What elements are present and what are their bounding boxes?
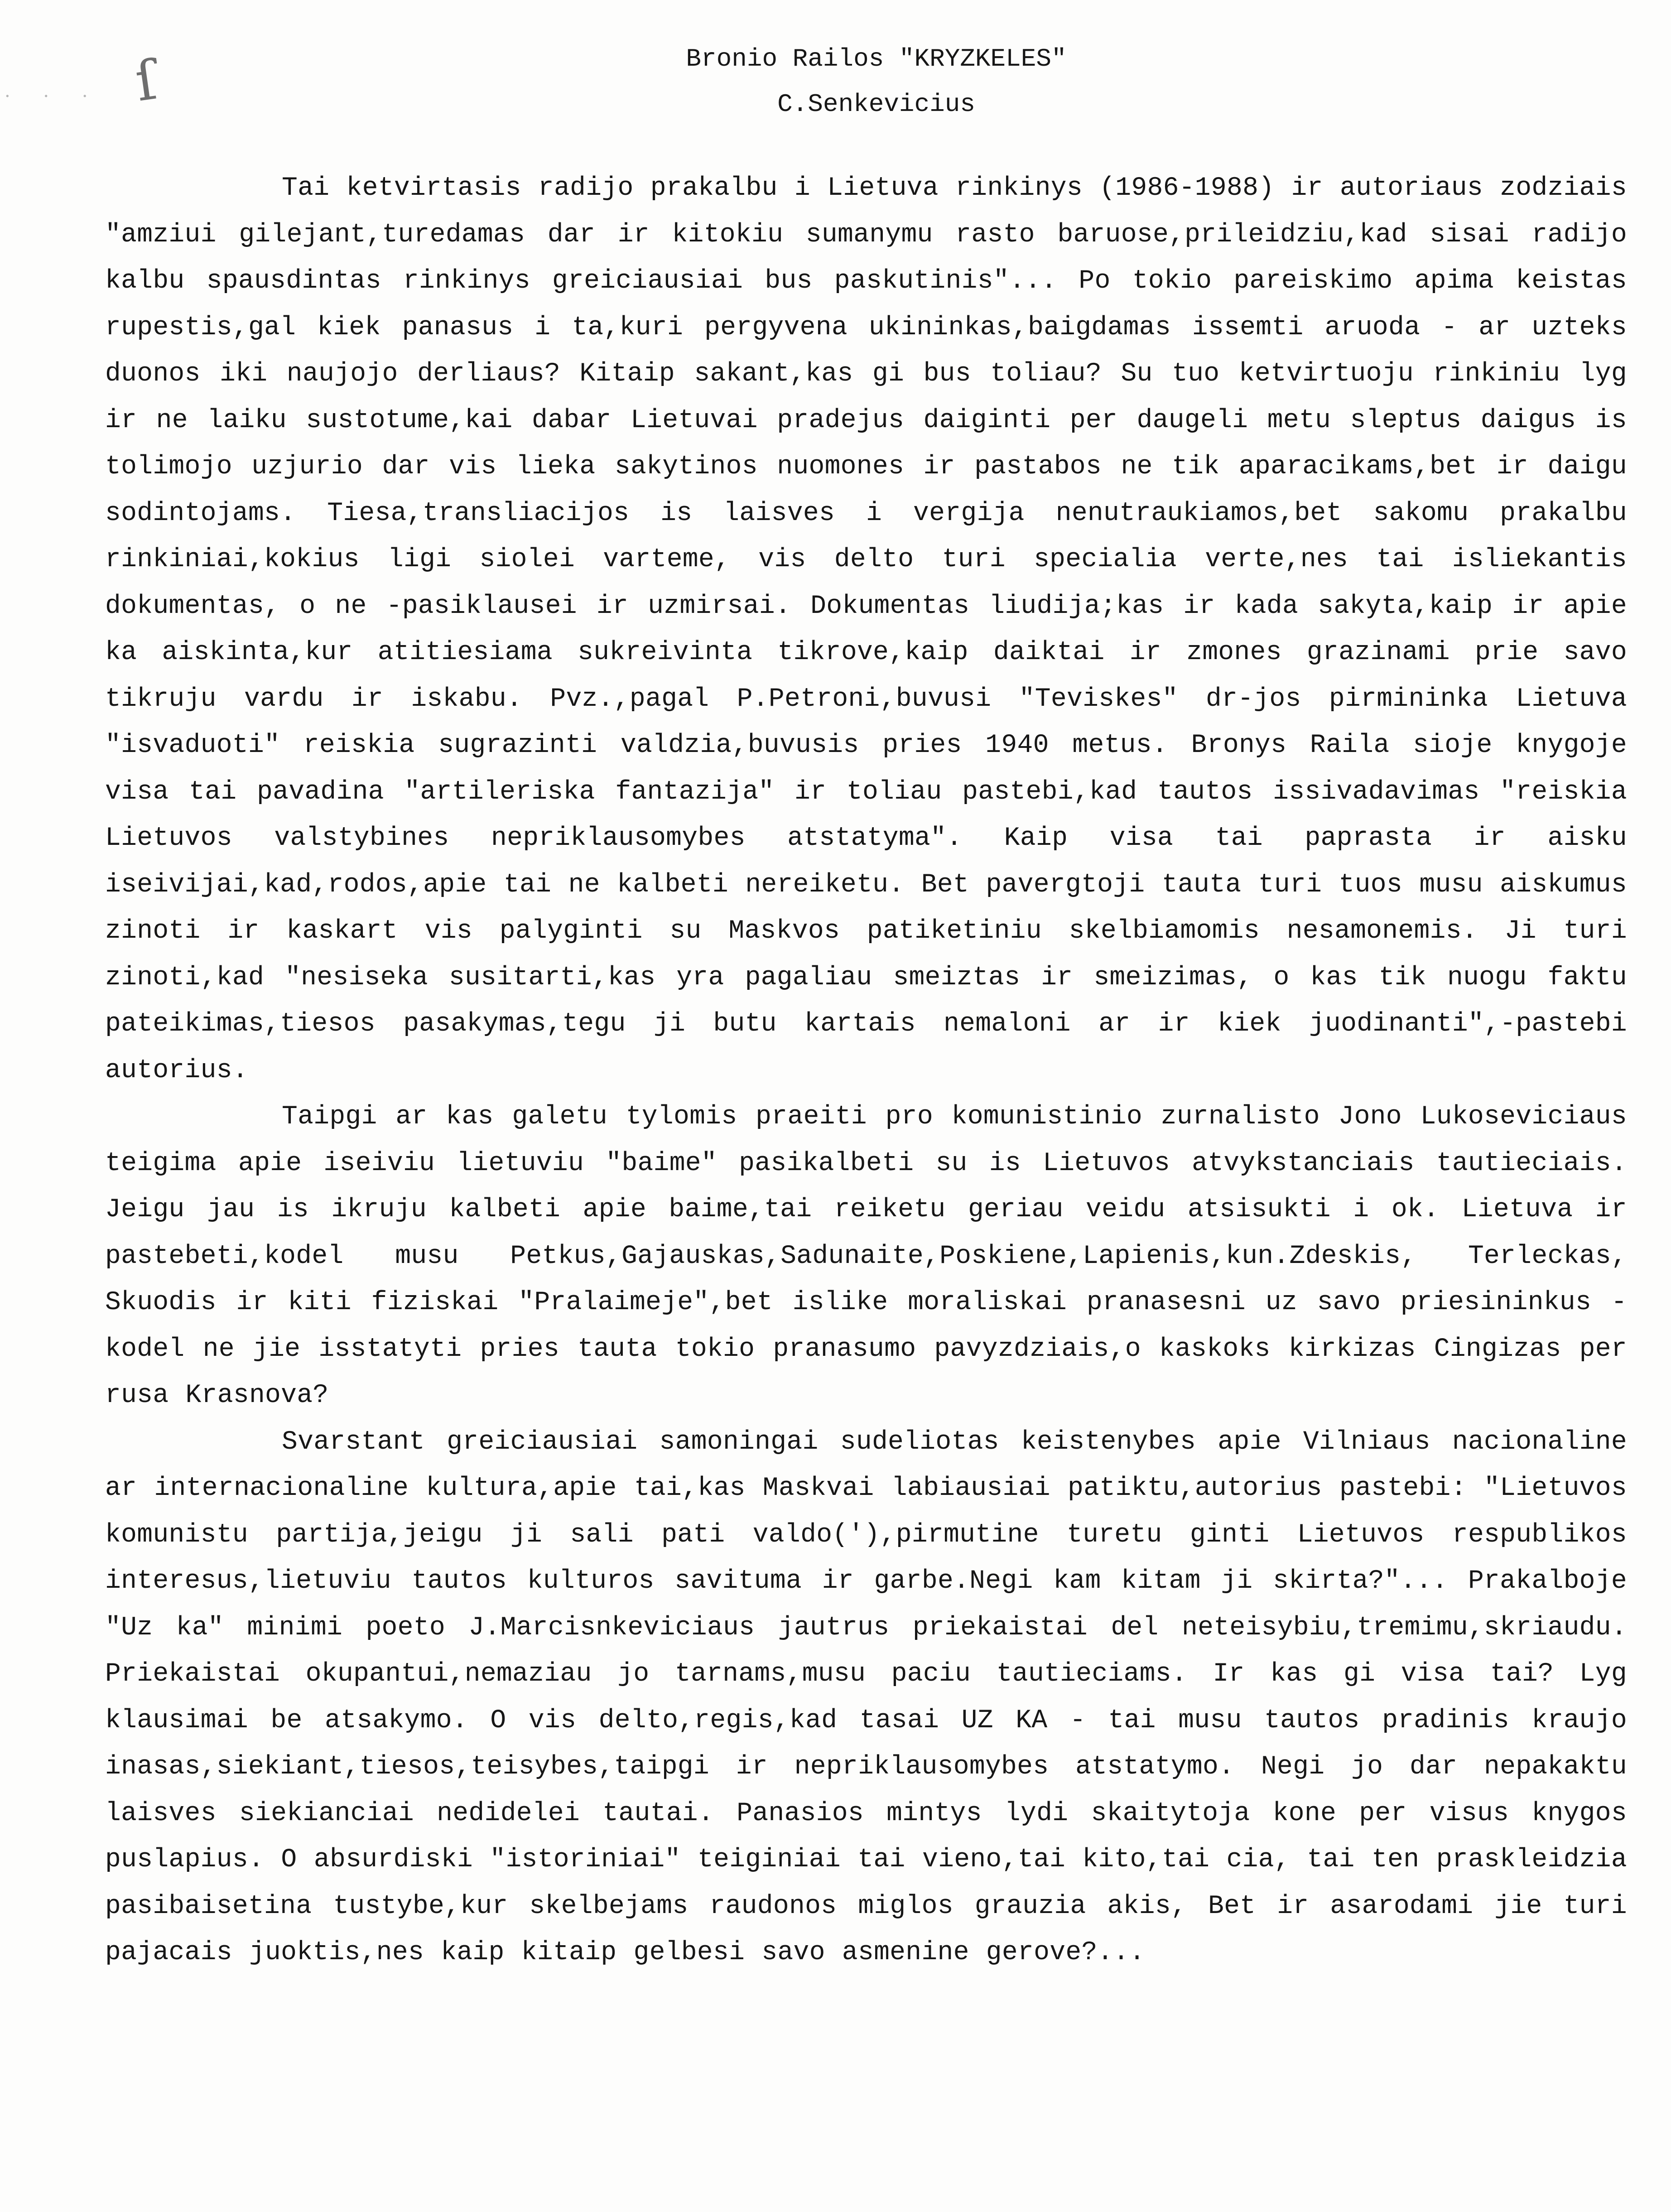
paragraph-2: Taipgi ar kas galetu tylomis praeiti pro komunistinio zurnalisto Jono Lukoseviciaus teigima apie iseiviu lietuviu "baime" pasikalbeti su is Lietuvos atvykstanciais tautieciais. Jeigu jau is ikruju kalbeti apie baime,tai reiketu geriau veidu atsisukti i ok. Lietuva ir pastebeti,kodel musu Petkus,Gajauskas,Sadunaite,Poskiene,Lapienis,kun.Zdeskis, Terleckas, Skuodis ir kiti fiziskai "Pralaimeje",bet islike moraliskai pranasesni uz savo priesininkus - kodel ne jie isstatyti pries tauta tokio pranasumo pavyzdziais,o kaskoks kirkizas Cingizas per rusa Krasnova? (105, 1102, 1627, 1410)
paragraph-3: Svarstant greiciausiai samoningai sudeliotas keistenybes apie Vilniaus nacionaline ar internacionaline kultura,apie tai,kas Maskvai labiausiai patiktu,autorius pastebi: "Lietuvos komunistu partija,jeigu ji sali pati valdo('),pirmutine turetu ginti Lietuvos respublikos interesus,lietuviu tautos kulturos savituma ir garbe.Negi kam kitam ji skirta?"... Prakalboje "Uz ka" minimi poeto J.Marcisnkeviciaus jautrus priekaistai del neteisybiu,tremimu,skriaudu. Priekaistai okupantui,nemaziau jo tarnams,musu paciu tautieciams. Ir kas gi visa tai? Lyg klausimai be atsakymo. O vis delto,regis,kad tasai UZ KA - tai musu tautos pradinis kraujo inasas,siekiant,tiesos,teisybes,taipgi ir nepriklausomybes atstatymo. Negi jo dar nepakaktu laisves siekianciai nedidelei tautai. Panasios mintys lydi skaitytoja kone per visus knygos puslapius. O absurdiski "istoriniai" teiginiai tai vieno,tai kito,tai cia, tai ten praskleidzia pasibaisetina tustybe,kur skelbejams raudonos miglos grauzia akis, Bet ir asarodami jie turi pajacais juoktis,nes kaip kitaip gelbesi savo asmenine gerove?... (105, 1427, 1627, 1967)
paragraph-1: Tai ketvirtasis radijo prakalbu i Lietuva rinkinys (1986-1988) ir autoriaus zodziais "amziui gilejant,turedamas dar ir kitokiu sumanymu rasto baruose,prileidziu,kad sisai radijo kalbu spausdintas rinkinys greiciausiai bus paskutinis"... Po tokio pareiskimo apima keistas rupestis,gal kiek panasus i ta,kuri pergyvena ukininkas,baigdamas issemti aruoda - ar uzteks duonos iki naujojo derliaus? Kitaip sakant,kas gi bus toliau? Su tuo ketvirtuoju rinkiniu lyg ir ne laiku sustotume,kai dabar Lietuvai pradejus daiginti per daugeli metu sleptus daigus is tolimojo uzjurio dar vis lieka sakytinos nuomones ir pastabos ne tik aparacikams,bet ir daigu sodintojams. Tiesa,transliacijos is laisves i vergija nenutraukiamos,bet sakomu prakalbu rinkiniai,kokius ligi siolei varteme, vis delto turi specialia verte,nes tai isliekantis dokumentas, o ne -pasiklausei ir uzmirsai. Dokumentas liudija;kas ir kada sakyta,kaip ir apie ka aiskinta,kur atitiesiama sukreivinta tikrove,kaip daiktai ir zmones grazinami prie savo tikruju vardu ir iskabu. Pvz.,pagal P.Petroni,buvusi "Teviskes" dr-jos pirmininka Lietuva "isvaduoti" reiskia sugrazinti valdzia,buvusis pries 1940 metus. Bronys Raila sioje knygoje visa tai pavadina "artileriska fantazija" ir toliau pastebi,kad tautos issivadavimas "reiskia Lietuvos valstybines nepriklausomybes atstatyma". Kaip visa tai paprasta ir aisku iseivijai,kad,rodos,apie tai ne kalbeti nereiketu. Bet pavergtoji tauta turi tuos musu aiskumus zinoti ir kaskart vis palyginti su Maskvos patiketiniu skelbiamomis nesamonemis. Ji turi zinoti,kad "nesiseka susitarti,kas yra pagaliau smeiztas ir smeizimas, o kas tik nuogu faktu pateikimas,tiesos pasakymas,tegu ji butu kartais nemaloni ar ir kiek juodinanti",-pastebi autorius. (105, 173, 1627, 1085)
document-author: C.Senkevicius (777, 90, 975, 119)
document-title: Bronio Railos "KRYZKELES" (686, 44, 1067, 73)
scan-speckle: · · · (5, 86, 101, 107)
document-body (105, 165, 1627, 1976)
handwritten-mark: ſ (131, 48, 160, 114)
document-header (0, 36, 1671, 127)
